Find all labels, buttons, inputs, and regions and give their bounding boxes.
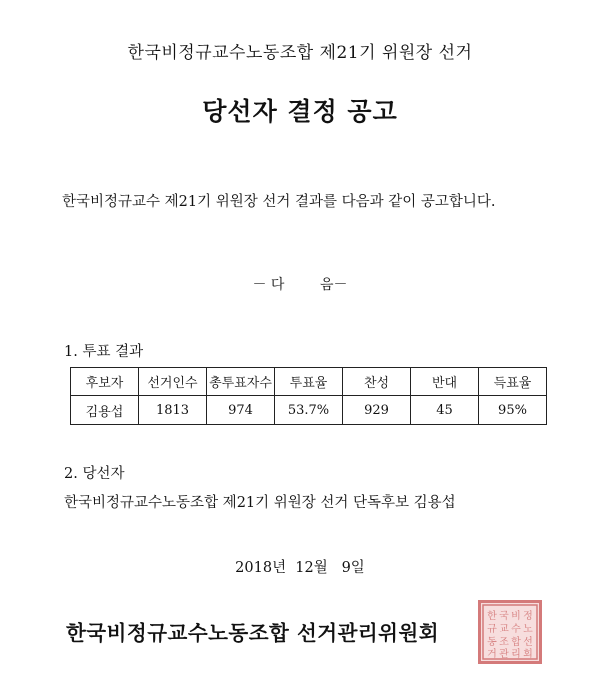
table-cell: 95%	[479, 396, 547, 425]
table-row	[71, 396, 547, 425]
svg-text:수: 수	[511, 624, 521, 635]
column-header: 후보자	[71, 368, 139, 396]
table-cell: 김용섭	[71, 396, 139, 425]
table-cell: 53.7%	[275, 396, 343, 425]
notice-title: 당선자 결정 공고	[202, 97, 398, 126]
table-cell: 929	[343, 396, 411, 425]
svg-text:정: 정	[523, 611, 533, 622]
divider-heading: － 다 음－	[252, 277, 348, 293]
column-header: 득표율	[479, 368, 547, 396]
vote-results-table	[70, 367, 547, 425]
svg-text:거: 거	[487, 649, 497, 660]
svg-text:동: 동	[487, 637, 497, 648]
official-seal-stamp	[478, 600, 542, 664]
vote-results-heading: 1. 투표 결과	[64, 344, 144, 360]
intro-paragraph: 한국비정규교수 제21기 위원장 선거 결과를 다음과 같이 공고합니다.	[62, 194, 496, 210]
svg-text:규: 규	[487, 624, 497, 635]
svg-text:국: 국	[499, 611, 509, 622]
notice-subtitle: 한국비정규교수노동조합 제21기 위원장 선거	[127, 43, 473, 63]
svg-text:비: 비	[511, 611, 521, 622]
notice-date: 2018년 12월 9일	[235, 560, 365, 576]
svg-text:합: 합	[511, 637, 521, 648]
column-header: 투표율	[275, 368, 343, 396]
column-header: 찬성	[343, 368, 411, 396]
svg-text:노: 노	[523, 624, 533, 635]
table-cell: 974	[207, 396, 275, 425]
committee-name: 한국비정규교수노동조합 선거관리위원회	[66, 621, 440, 645]
svg-text:회: 회	[523, 649, 533, 660]
svg-text:한: 한	[487, 611, 497, 622]
svg-text:리: 리	[511, 649, 521, 660]
seal-lettering	[487, 609, 533, 660]
svg-text:선: 선	[523, 637, 533, 648]
seal-icon	[481, 603, 539, 661]
table-cell: 45	[411, 396, 479, 425]
svg-text:조: 조	[499, 637, 509, 648]
svg-text:관: 관	[499, 649, 509, 660]
column-header: 선거인수	[139, 368, 207, 396]
table-header-row	[71, 368, 547, 396]
table-cell: 1813	[139, 396, 207, 425]
column-header: 반대	[411, 368, 479, 396]
svg-text:교: 교	[499, 624, 509, 635]
winner-heading: 2. 당선자	[64, 466, 125, 482]
winner-statement: 한국비정규교수노동조합 제21기 위원장 선거 단독후보 김용섭	[64, 495, 456, 511]
column-header: 총투표자수	[207, 368, 275, 396]
